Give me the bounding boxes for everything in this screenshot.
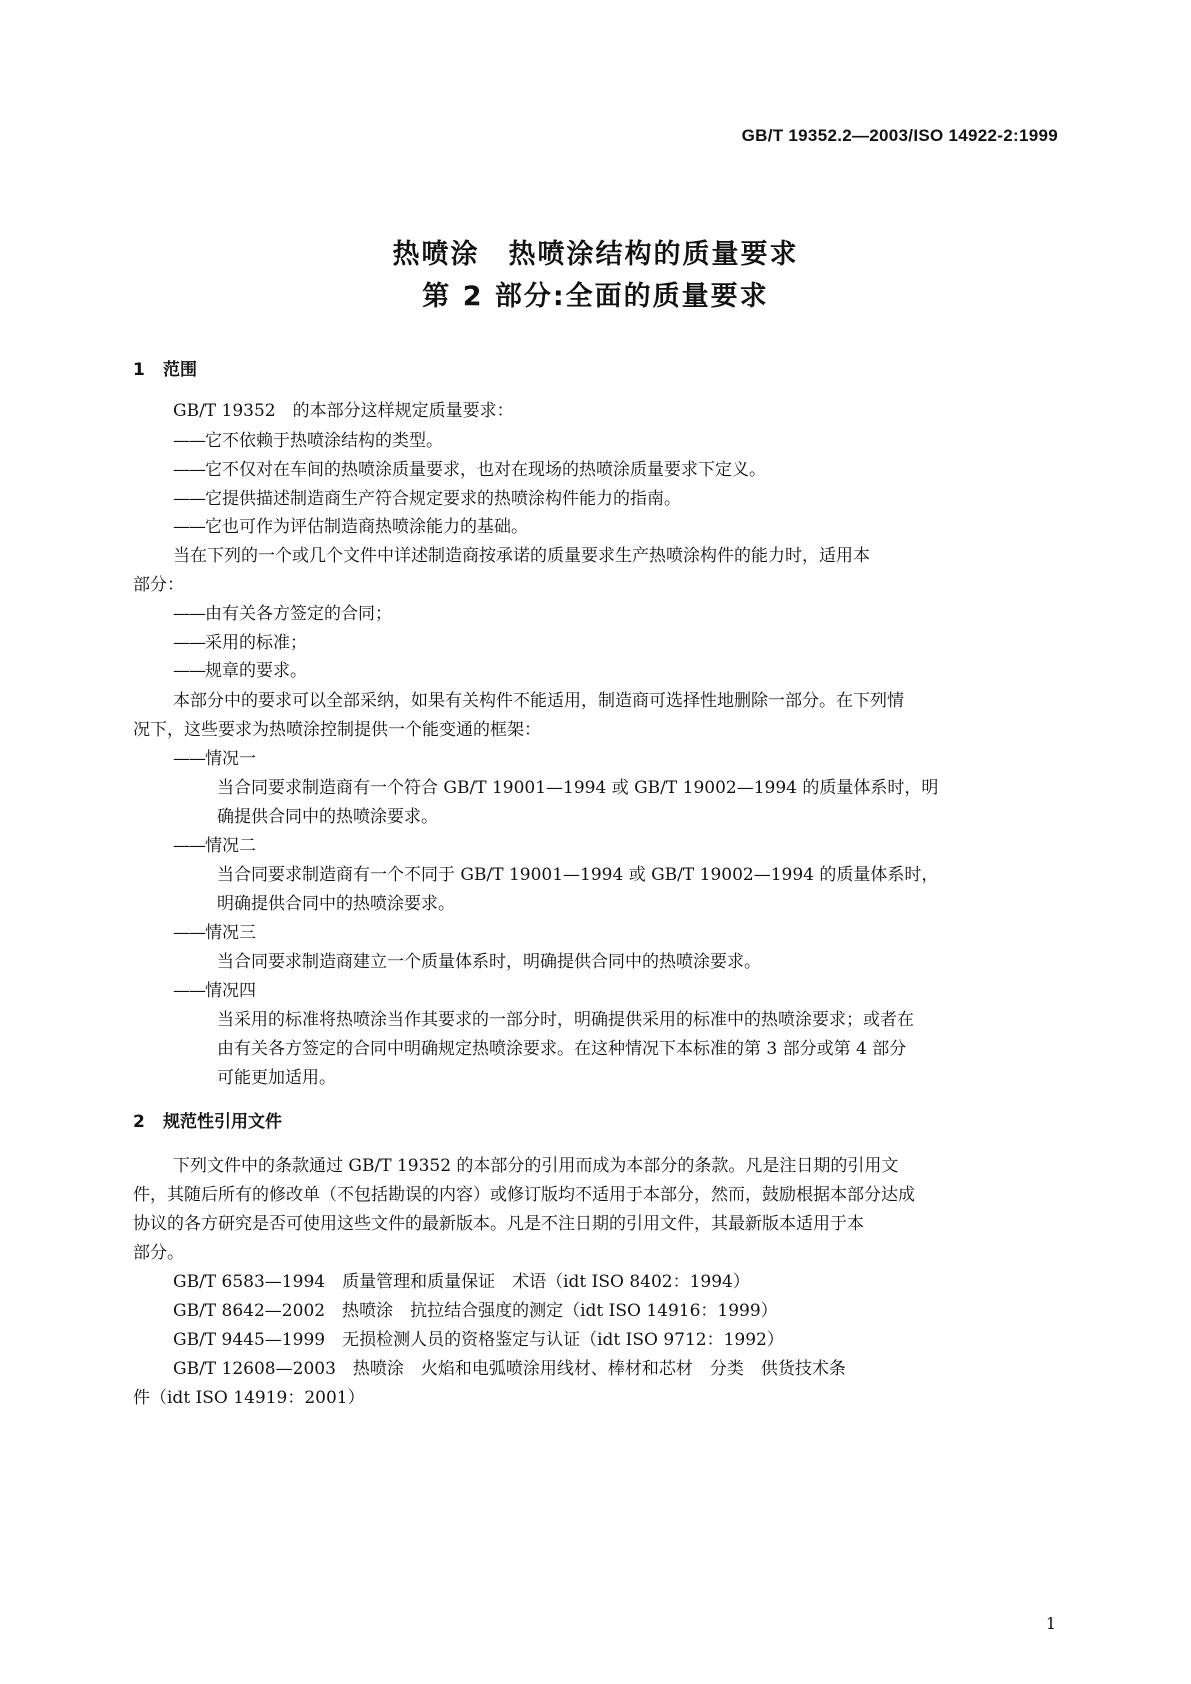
paragraph-line: 当在下列的一个或几个文件中详述制造商按承诺的质量要求生产热喷涂构件的能力时，适用本 bbox=[173, 546, 870, 566]
case-label: ——情况一 bbox=[173, 749, 256, 769]
list-item: ——规章的要求。 bbox=[173, 661, 307, 681]
reference-item: GB/T 6583—1994 质量管理和质量保证 术语（idt ISO 8402：1994） bbox=[173, 1272, 750, 1292]
list-item: ——它提供描述制造商生产符合规定要求的热喷涂构件能力的指南。 bbox=[173, 489, 681, 509]
section-1-heading bbox=[133, 355, 197, 380]
section-title: 范围 bbox=[163, 360, 197, 380]
reference-item: GB/T 9445—1999 无损检测人员的资格鉴定与认证（idt ISO 9712：1992） bbox=[173, 1330, 784, 1350]
case-text-line: 当合同要求制造商有一个符合 GB/T 19001—1994 或 GB/T 19002—1994 的质量体系时，明 bbox=[217, 778, 939, 798]
case-text-line: 当合同要求制造商建立一个质量体系时，明确提供合同中的热喷涂要求。 bbox=[217, 952, 761, 972]
paragraph-line: 件，其随后所有的修改单（不包括勘误的内容）或修订版均不适用于本部分，然而，鼓励根据本部分达成 bbox=[133, 1185, 915, 1205]
list-item: ——采用的标准； bbox=[173, 633, 307, 653]
case-label: ——情况三 bbox=[173, 923, 256, 943]
paragraph-line: 协议的各方研究是否可使用这些文件的最新版本。凡是不注日期的引用文件，其最新版本适用于本 bbox=[133, 1214, 864, 1234]
case-label: ——情况二 bbox=[173, 836, 256, 856]
page-number: 1 bbox=[1045, 1614, 1056, 1633]
case-text-line: 当采用的标准将热喷涂当作其要求的一部分时，明确提供采用的标准中的热喷涂要求；或者在 bbox=[217, 1010, 914, 1030]
list-item: ——它不仅对在车间的热喷涂质量要求，也对在现场的热喷涂质量要求下定义。 bbox=[173, 460, 766, 480]
scope-intro: GB/T 19352 的本部分这样规定质量要求： bbox=[173, 401, 514, 421]
paragraph-line: 况下，这些要求为热喷涂控制提供一个能变通的框架： bbox=[133, 720, 541, 740]
section-title: 规范性引用文件 bbox=[163, 1112, 282, 1132]
case-text-line: 可能更加适用。 bbox=[217, 1068, 336, 1088]
case-label: ——情况四 bbox=[173, 981, 256, 1001]
reference-item: GB/T 8642—2002 热喷涂 抗拉结合强度的测定（idt ISO 14916：1999） bbox=[173, 1301, 778, 1321]
paragraph-line: 下列文件中的条款通过 GB/T 19352 的本部分的引用而成为本部分的条款。凡是注日期的引用文 bbox=[173, 1156, 899, 1176]
section-number: 1 bbox=[133, 360, 145, 380]
document-title-line2: 第 2 部分:全面的质量要求 bbox=[422, 281, 769, 312]
paragraph-line: 本部分中的要求可以全部采纳，如果有关构件不能适用，制造商可选择性地删除一部分。在下列情 bbox=[173, 691, 904, 711]
list-item: ——它不依赖于热喷涂结构的类型。 bbox=[173, 431, 443, 451]
paragraph-line: 部分： bbox=[133, 575, 184, 595]
case-text-line: 由有关各方签定的合同中明确规定热喷涂要求。在这种情况下本标准的第 3 部分或第 4 部分 bbox=[217, 1039, 907, 1059]
case-text-line: 当合同要求制造商有一个不同于 GB/T 19001—1994 或 GB/T 19002—1994 的质量体系时， bbox=[217, 865, 939, 885]
case-text-line: 确提供合同中的热喷涂要求。 bbox=[217, 807, 438, 827]
list-item: ——它也可作为评估制造商热喷涂能力的基础。 bbox=[173, 517, 528, 537]
list-item: ——由有关各方签定的合同； bbox=[173, 604, 392, 624]
section-2-heading bbox=[133, 1107, 282, 1132]
section-number: 2 bbox=[133, 1112, 145, 1132]
case-text-line: 明确提供合同中的热喷涂要求。 bbox=[217, 894, 455, 914]
document-title-line1: 热喷涂 热喷涂结构的质量要求 bbox=[392, 239, 799, 270]
standard-code: GB/T 19352.2—2003/ISO 14922-2:1999 bbox=[741, 126, 1058, 145]
paragraph-line: 部分。 bbox=[133, 1243, 184, 1263]
reference-item: GB/T 12608—2003 热喷涂 火焰和电弧喷涂用线材、棒材和芯材 分类 供货技术条 bbox=[173, 1359, 846, 1379]
reference-item-continued: 件（idt ISO 14919：2001） bbox=[133, 1388, 365, 1408]
